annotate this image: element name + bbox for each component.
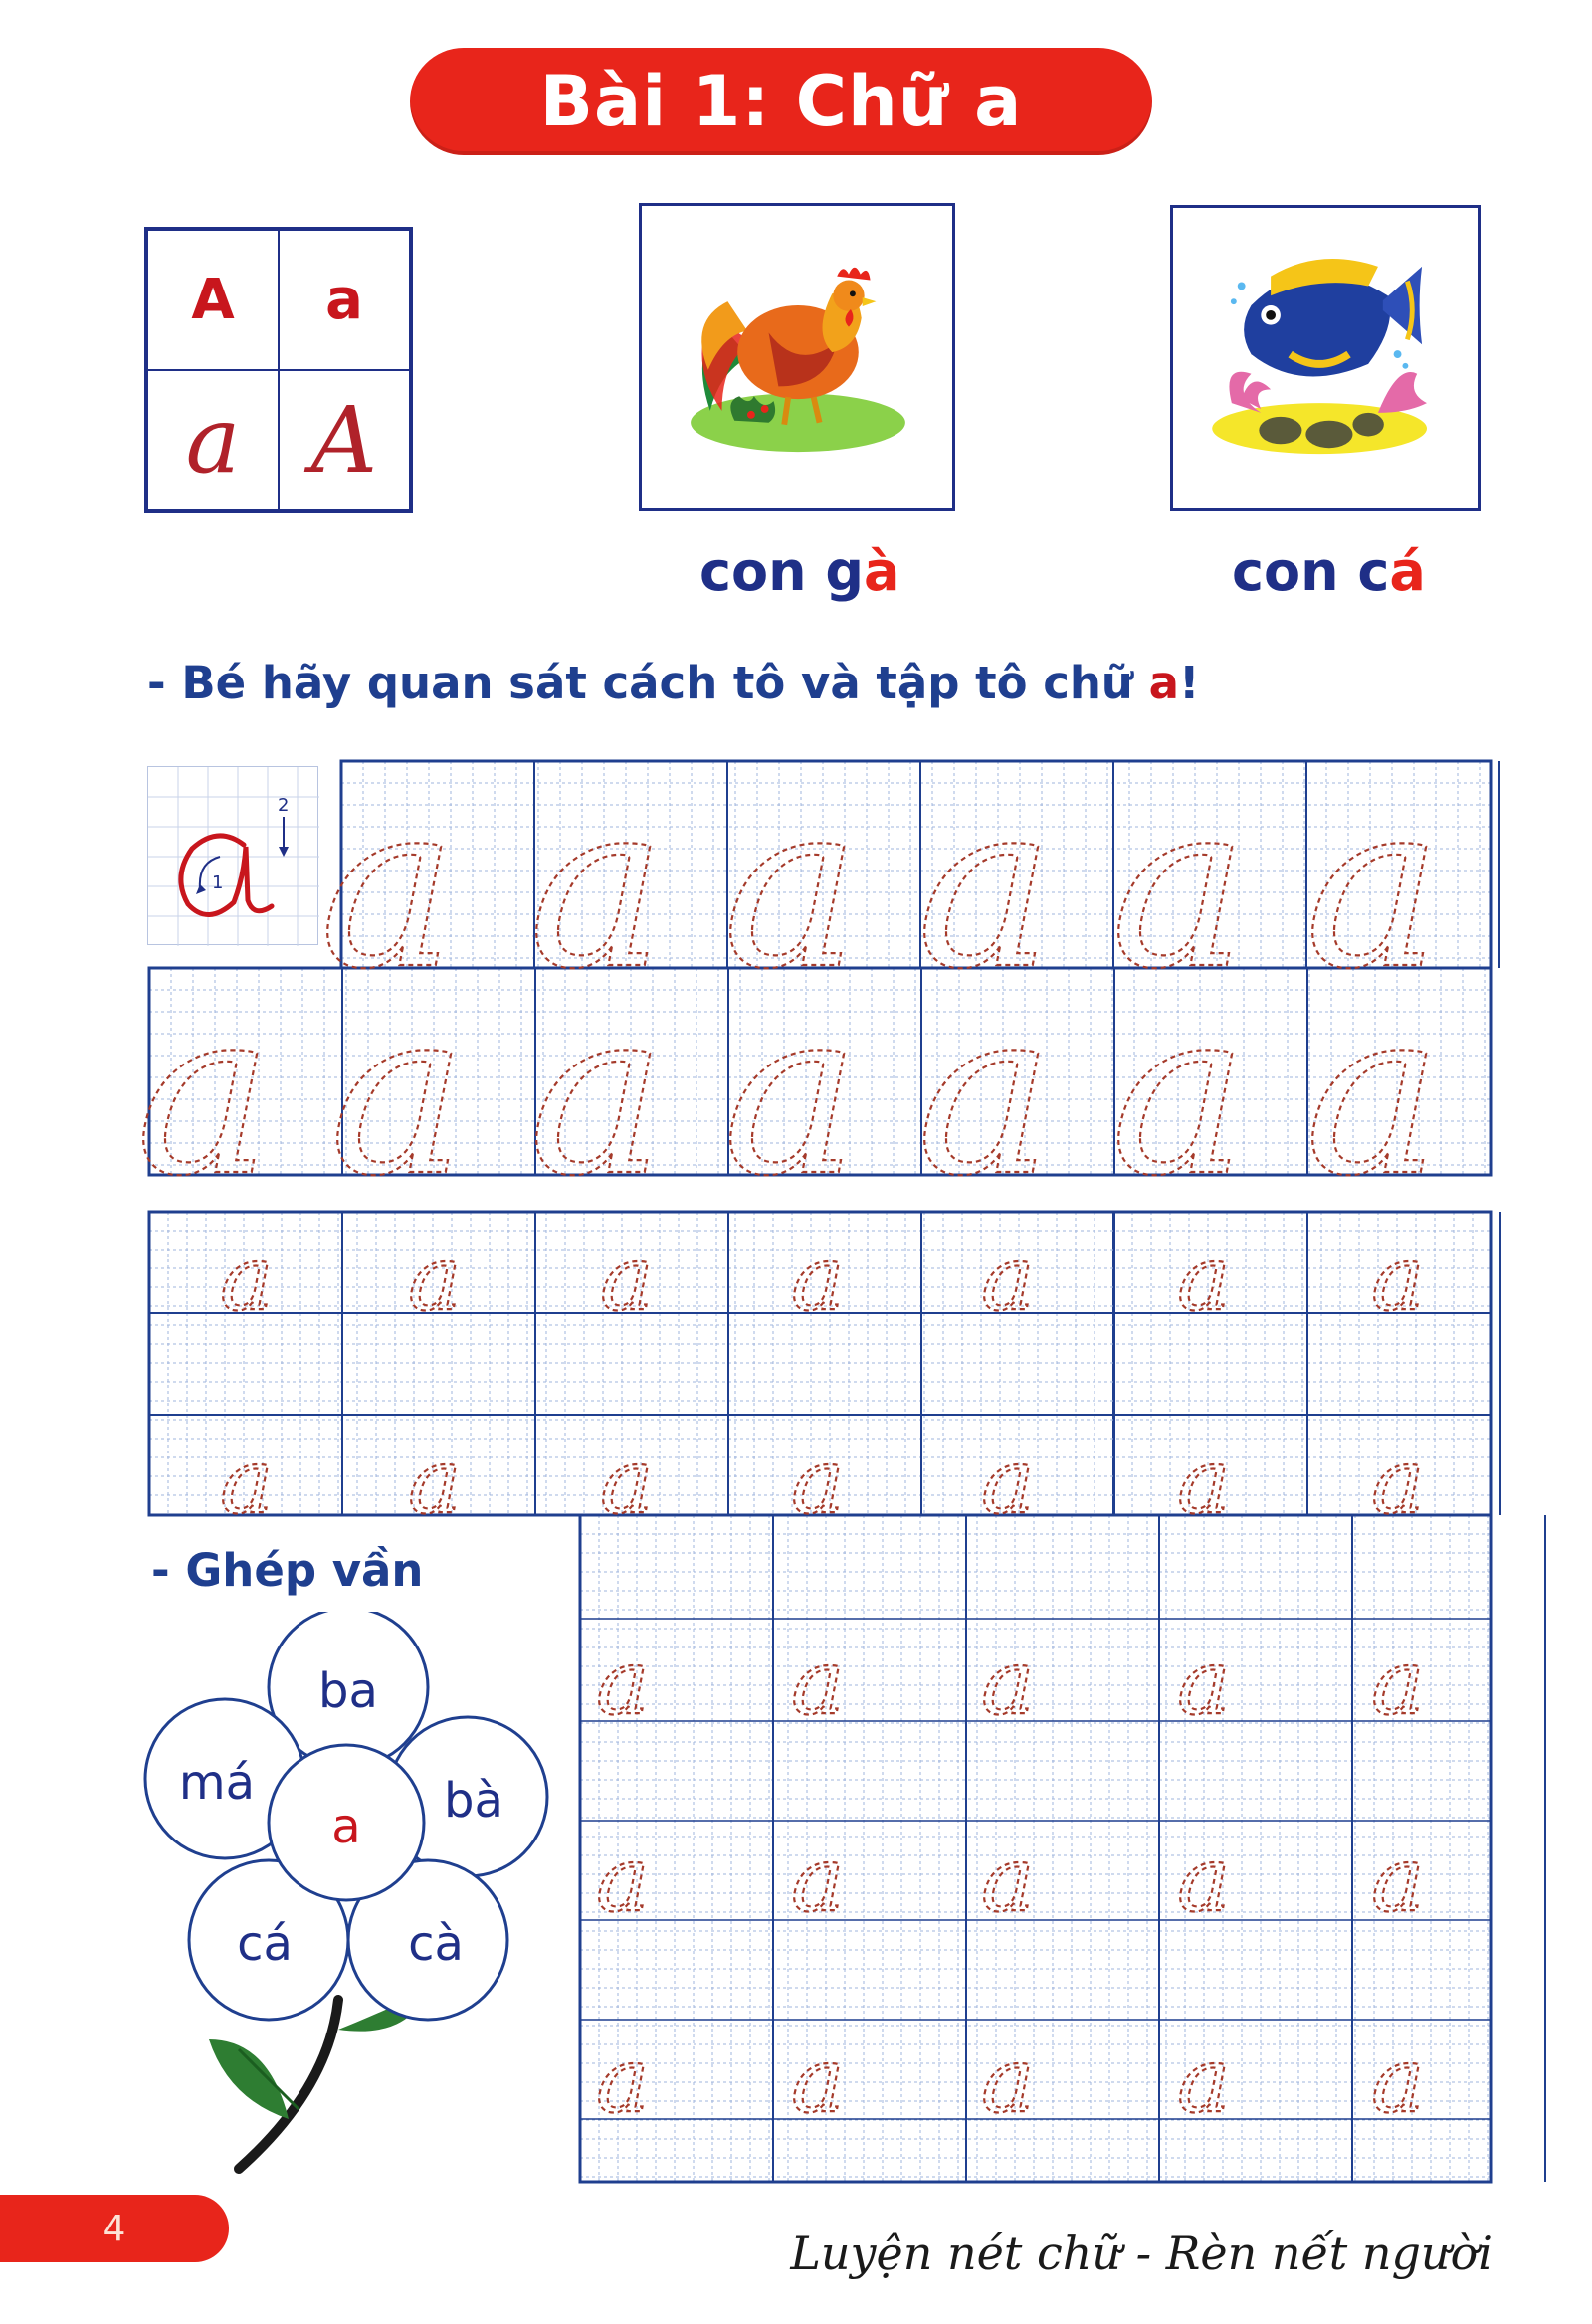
trace-letter: a bbox=[791, 2029, 845, 2133]
caption-text: con g bbox=[699, 540, 865, 603]
trace-letter: a bbox=[220, 1430, 274, 1534]
trace-letter: a bbox=[791, 1631, 845, 1735]
trace-letter: a bbox=[791, 1828, 845, 1932]
trace-letter: a bbox=[1371, 1631, 1425, 1735]
trace-letter: a bbox=[135, 961, 273, 1227]
petal-ca-acute: cá bbox=[237, 1916, 293, 1972]
lower-cursive-letter: a bbox=[185, 387, 241, 493]
instruction-highlight: a bbox=[1148, 657, 1180, 709]
caption-text: con c bbox=[1232, 540, 1390, 603]
trace-letter: a bbox=[981, 1227, 1035, 1331]
upper-cursive-letter: A bbox=[310, 387, 378, 493]
trace-letter: a bbox=[916, 754, 1054, 1020]
stroke-step-2: 2 bbox=[278, 795, 290, 816]
page-number-badge bbox=[0, 2195, 229, 2262]
trace-letter: a bbox=[1177, 1430, 1231, 1534]
trace-letter: a bbox=[981, 1631, 1035, 1735]
trace-letter: a bbox=[1177, 1631, 1231, 1735]
trace-letter: a bbox=[791, 1430, 845, 1534]
trace-letter: a bbox=[600, 1430, 654, 1534]
petal-ma: má bbox=[178, 1755, 256, 1811]
trace-letter: a bbox=[596, 2029, 650, 2133]
page-number: 4 bbox=[102, 2208, 126, 2249]
trace-letter: a bbox=[1304, 961, 1442, 1227]
syllable-flower bbox=[139, 1612, 567, 2179]
trace-letter: a bbox=[1177, 2029, 1231, 2133]
trace-letter: a bbox=[981, 2029, 1035, 2133]
caption-highlight: à bbox=[864, 540, 900, 603]
trace-letter: a bbox=[329, 961, 467, 1227]
trace-letter: a bbox=[600, 1227, 654, 1331]
trace-letter: a bbox=[319, 754, 457, 1020]
trace-letter: a bbox=[916, 961, 1054, 1227]
trace-letter: a bbox=[1110, 961, 1248, 1227]
trace-letter: a bbox=[722, 754, 860, 1020]
trace-letter: a bbox=[1371, 2029, 1425, 2133]
trace-letter: a bbox=[1304, 754, 1442, 1020]
instruction-text: - Bé hãy quan sát cách tô và tập tô chữ bbox=[147, 657, 1149, 709]
trace-letter: a bbox=[981, 1828, 1035, 1932]
petal-ba: ba bbox=[318, 1663, 378, 1719]
trace-letter: a bbox=[220, 1227, 274, 1331]
trace-letter: a bbox=[596, 1828, 650, 1932]
petal-ca-grave: cà bbox=[408, 1916, 464, 1972]
trace-letter: a bbox=[528, 754, 666, 1020]
trace-letter: a bbox=[1371, 1227, 1425, 1331]
footer-slogan: Luyện nét chữ - Rèn nết người bbox=[790, 2227, 1492, 2280]
trace-letter: a bbox=[722, 961, 860, 1227]
instruction-end: ! bbox=[1179, 657, 1200, 709]
trace-letter: a bbox=[1371, 1828, 1425, 1932]
trace-letter: a bbox=[1177, 1828, 1231, 1932]
lesson-title: Bài 1: Chữ a bbox=[539, 61, 1023, 142]
trace-letter: a bbox=[408, 1430, 462, 1534]
trace-letter: a bbox=[408, 1227, 462, 1331]
stroke-step-1: 1 bbox=[212, 872, 224, 893]
trace-letter: a bbox=[981, 1430, 1035, 1534]
trace-letter: a bbox=[528, 961, 666, 1227]
caption-highlight: á bbox=[1389, 540, 1426, 603]
flower-center-letter: a bbox=[331, 1799, 361, 1854]
upper-print-letter: A bbox=[191, 268, 235, 332]
trace-letter: a bbox=[1110, 754, 1248, 1020]
trace-letter: a bbox=[596, 1631, 650, 1735]
trace-letter: a bbox=[1371, 1430, 1425, 1534]
lower-print-letter: a bbox=[325, 268, 363, 332]
rhyme-heading: - Ghép vần bbox=[151, 1544, 424, 1597]
trace-letter: a bbox=[1177, 1227, 1231, 1331]
trace-letter: a bbox=[791, 1227, 845, 1331]
petal-ba-grave: bà bbox=[444, 1773, 503, 1829]
